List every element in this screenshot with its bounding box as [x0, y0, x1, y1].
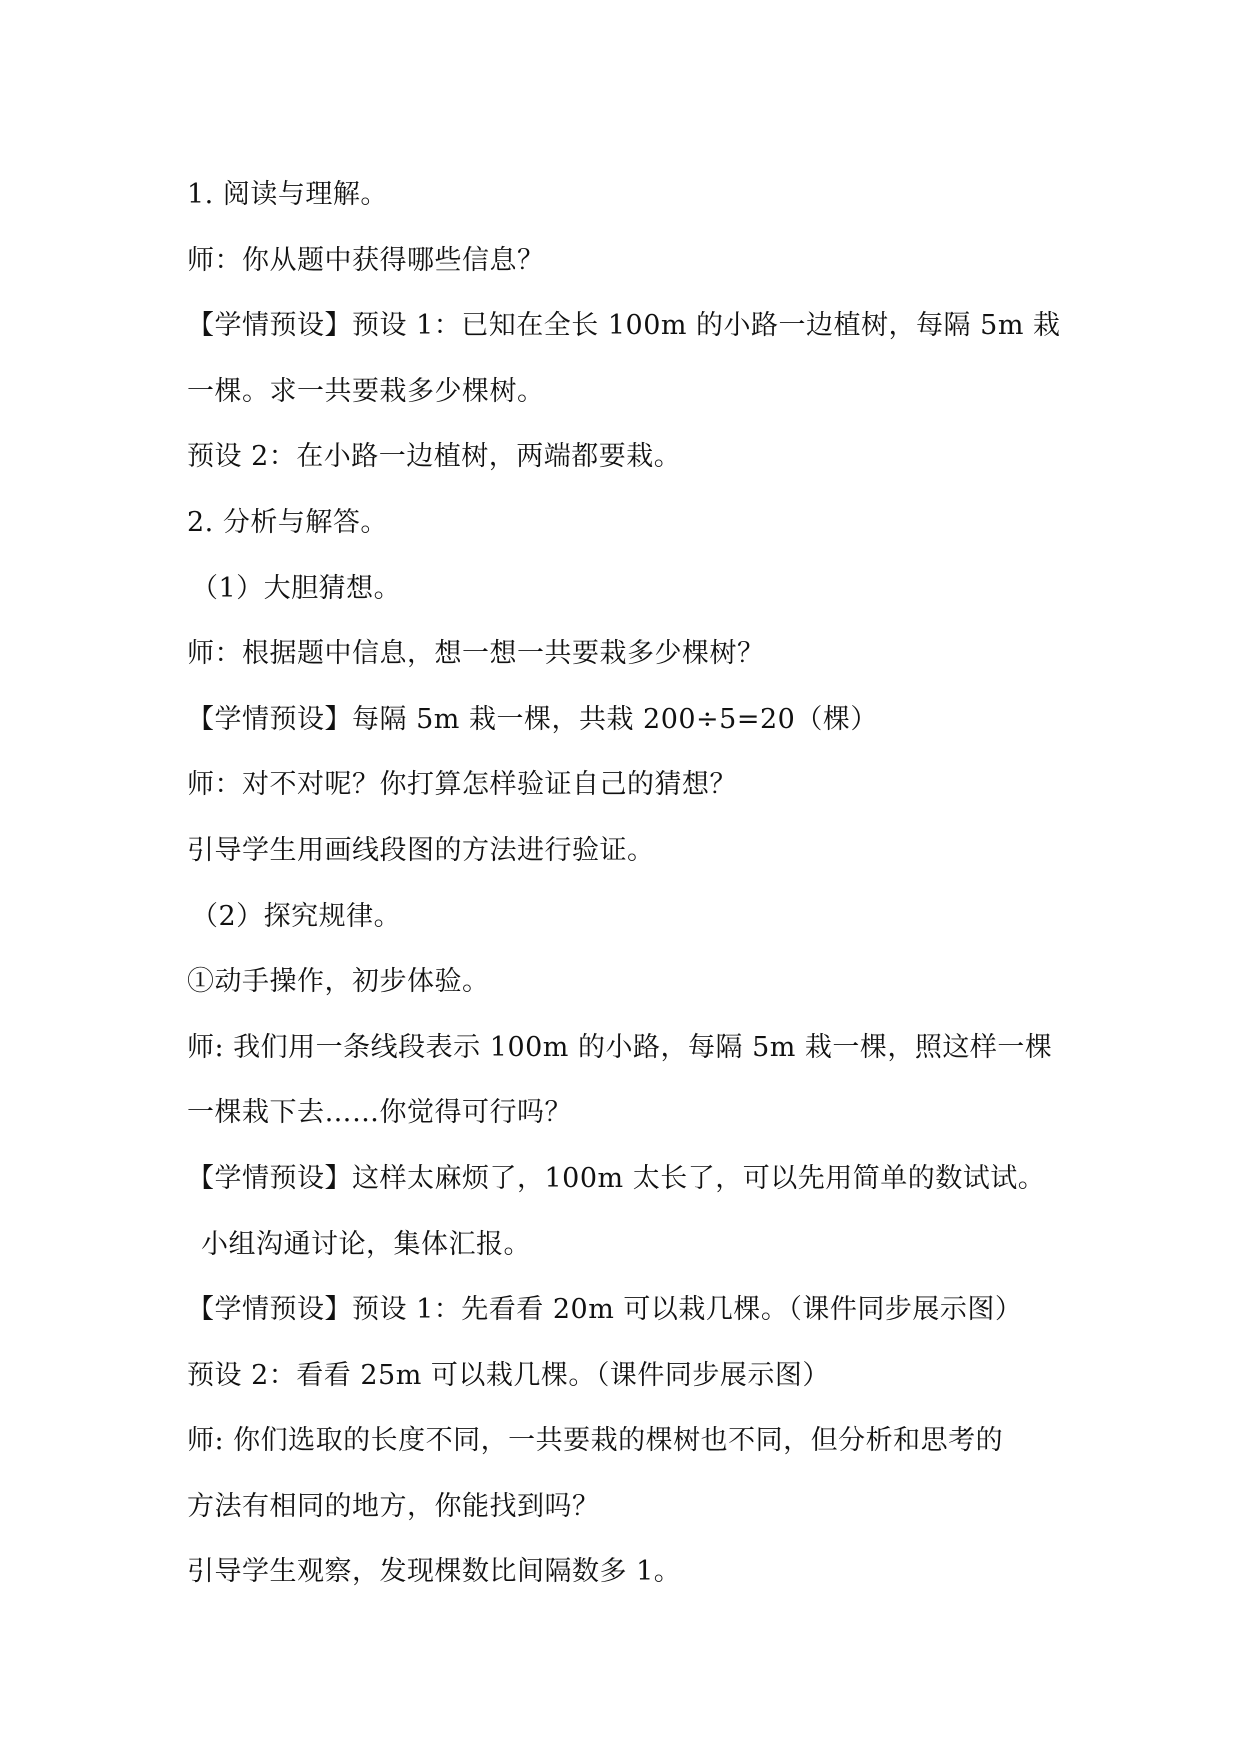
paragraph: 小组沟通讨论，集体汇报。 — [201, 1228, 531, 1260]
paragraph: 引导学生观察，发现棵数比间隔数多 1。 — [187, 1556, 682, 1588]
section-heading-reading: 1. 阅读与理解。 — [187, 179, 388, 210]
paragraph: 师：你从题中获得哪些信息？ — [187, 244, 545, 276]
subheading-explore: （2）探究规律。 — [191, 900, 402, 932]
paragraph: 师：对不对呢？你打算怎样验证自己的猜想？ — [187, 769, 737, 801]
paragraph: 师: 你们选取的长度不同，一共要栽的棵树也不同，但分析和思考的 — [187, 1425, 1004, 1457]
paragraph: 方法有相同的地方，你能找到吗？ — [187, 1490, 600, 1522]
paragraph: 【学情预设】预设 1：先看看 20m 可以栽几棵。（课件同步展示图） — [187, 1294, 1023, 1326]
paragraph: 【学情预设】这样太麻烦了，100m 太长了，可以先用简单的数试试。 — [187, 1162, 1046, 1194]
paragraph: 预设 2：看看 25m 可以栽几棵。（课件同步展示图） — [187, 1359, 830, 1391]
subheading-guess: （1）大胆猜想。 — [191, 572, 402, 604]
paragraph: 一棵栽下去……你觉得可行吗？ — [187, 1097, 572, 1129]
paragraph: 师：根据题中信息，想一想一共要栽多少棵树？ — [187, 638, 765, 670]
paragraph: 一棵。求一共要栽多少棵树。 — [187, 375, 545, 407]
paragraph: 预设 2：在小路一边植树，两端都要栽。 — [187, 441, 682, 473]
paragraph: ①动手操作，初步体验。 — [187, 966, 490, 998]
paragraph: 师: 我们用一条线段表示 100m 的小路，每隔 5m 栽一棵，照这样一棵 — [187, 1031, 1053, 1063]
paragraph: 【学情预设】预设 1：已知在全长 100m 的小路一边植树，每隔 5m 栽 — [187, 310, 1061, 342]
paragraph: 引导学生用画线段图的方法进行验证。 — [187, 834, 655, 866]
document-body — [187, 162, 1067, 1605]
paragraph: 【学情预设】每隔 5m 栽一棵，共栽 200÷5=20（棵） — [187, 703, 878, 735]
section-heading-analysis: 2. 分析与解答。 — [187, 506, 388, 538]
